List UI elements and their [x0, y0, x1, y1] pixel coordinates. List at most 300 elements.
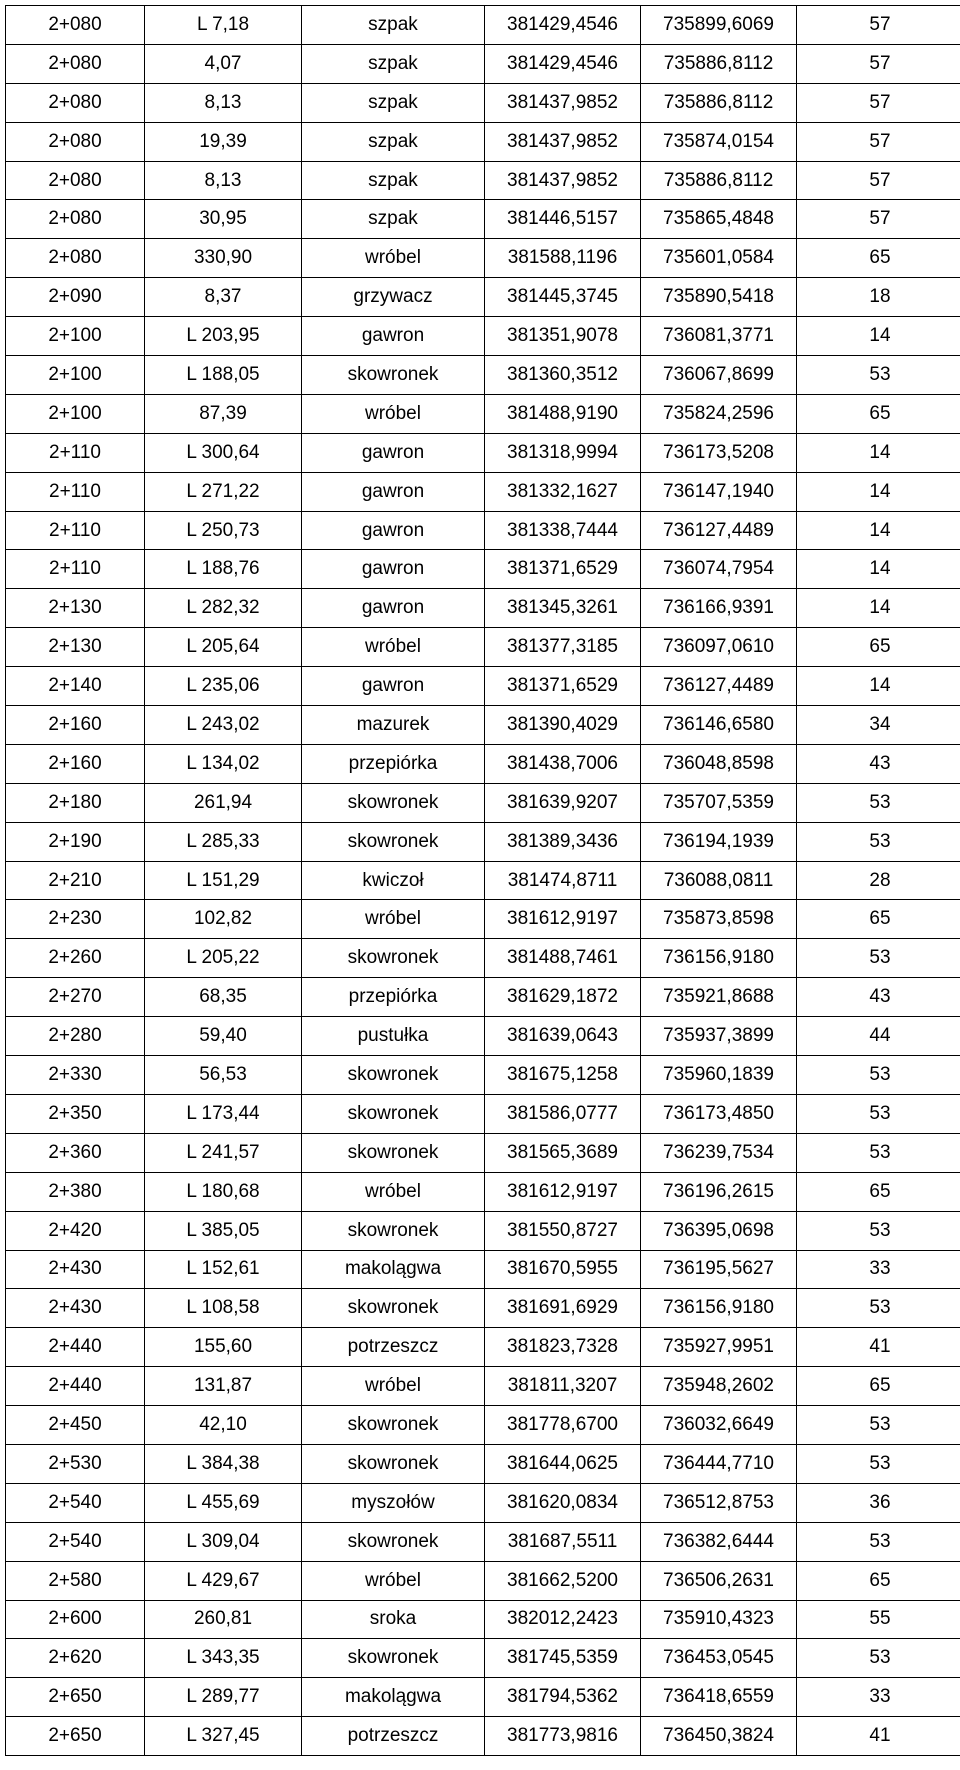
code-cell: 44 [797, 1017, 960, 1056]
coord-x-cell: 381612,9197 [485, 1172, 641, 1211]
species-cell: kwiczoł [302, 861, 485, 900]
table-row [6, 1406, 960, 1445]
table-row [6, 1483, 960, 1522]
chainage-cell: 2+580 [6, 1561, 145, 1600]
table-row [6, 978, 960, 1017]
coord-y-cell: 735865,4848 [641, 200, 797, 239]
offset-cell: 56,53 [145, 1056, 302, 1095]
coord-y-cell: 736194,1939 [641, 822, 797, 861]
coord-x-cell: 381429,4546 [485, 6, 641, 45]
chainage-cell: 2+090 [6, 278, 145, 317]
offset-cell: L 188,05 [145, 356, 302, 395]
chainage-cell: 2+080 [6, 200, 145, 239]
code-cell: 53 [797, 356, 960, 395]
table-row [6, 822, 960, 861]
offset-cell: L 205,64 [145, 628, 302, 667]
coord-y-cell: 736097,0610 [641, 628, 797, 667]
coord-x-cell: 381437,9852 [485, 122, 641, 161]
offset-cell: L 205,22 [145, 939, 302, 978]
code-cell: 53 [797, 1211, 960, 1250]
coord-y-cell: 735960,1839 [641, 1056, 797, 1095]
species-cell: potrzeszcz [302, 1717, 485, 1756]
species-cell: skowronek [302, 783, 485, 822]
coord-x-cell: 381345,3261 [485, 589, 641, 628]
coord-x-cell: 381332,1627 [485, 472, 641, 511]
coord-x-cell: 381773,9816 [485, 1717, 641, 1756]
species-cell: skowronek [302, 1522, 485, 1561]
coord-x-cell: 381390,4029 [485, 706, 641, 745]
chainage-cell: 2+420 [6, 1211, 145, 1250]
coord-y-cell: 736147,1940 [641, 472, 797, 511]
coord-y-cell: 735707,5359 [641, 783, 797, 822]
chainage-cell: 2+440 [6, 1328, 145, 1367]
coord-x-cell: 381639,0643 [485, 1017, 641, 1056]
chainage-cell: 2+530 [6, 1444, 145, 1483]
offset-cell: 59,40 [145, 1017, 302, 1056]
species-cell: potrzeszcz [302, 1328, 485, 1367]
coord-y-cell: 735874,0154 [641, 122, 797, 161]
table-row [6, 1561, 960, 1600]
species-cell: makolągwa [302, 1250, 485, 1289]
coord-y-cell: 736195,5627 [641, 1250, 797, 1289]
table-row [6, 1444, 960, 1483]
table-row [6, 1056, 960, 1095]
chainage-cell: 2+440 [6, 1367, 145, 1406]
code-cell: 33 [797, 1250, 960, 1289]
species-cell: skowronek [302, 939, 485, 978]
chainage-cell: 2+540 [6, 1522, 145, 1561]
species-cell: skowronek [302, 356, 485, 395]
chainage-cell: 2+110 [6, 433, 145, 472]
chainage-cell: 2+080 [6, 83, 145, 122]
species-cell: gawron [302, 433, 485, 472]
species-cell: gawron [302, 589, 485, 628]
coord-y-cell: 736088,0811 [641, 861, 797, 900]
code-cell: 43 [797, 978, 960, 1017]
coord-x-cell: 381745,5359 [485, 1639, 641, 1678]
chainage-cell: 2+430 [6, 1250, 145, 1289]
code-cell: 65 [797, 1172, 960, 1211]
coord-x-cell: 381550,8727 [485, 1211, 641, 1250]
species-cell: wróbel [302, 1561, 485, 1600]
species-cell: skowronek [302, 1289, 485, 1328]
code-cell: 53 [797, 1094, 960, 1133]
table-row [6, 1522, 960, 1561]
offset-cell: L 429,67 [145, 1561, 302, 1600]
coord-y-cell: 736127,4489 [641, 511, 797, 550]
coord-y-cell: 735927,9951 [641, 1328, 797, 1367]
coord-x-cell: 381691,6929 [485, 1289, 641, 1328]
offset-cell: L 152,61 [145, 1250, 302, 1289]
table-row [6, 83, 960, 122]
chainage-cell: 2+350 [6, 1094, 145, 1133]
species-cell: szpak [302, 122, 485, 161]
chainage-cell: 2+210 [6, 861, 145, 900]
code-cell: 57 [797, 44, 960, 83]
coord-y-cell: 736127,4489 [641, 667, 797, 706]
table-row [6, 900, 960, 939]
offset-cell: 330,90 [145, 239, 302, 278]
coord-x-cell: 381429,4546 [485, 44, 641, 83]
coord-y-cell: 736196,2615 [641, 1172, 797, 1211]
table-row [6, 278, 960, 317]
table-row [6, 783, 960, 822]
offset-cell: L 282,32 [145, 589, 302, 628]
coord-x-cell: 381811,3207 [485, 1367, 641, 1406]
species-cell: wróbel [302, 628, 485, 667]
table-row [6, 628, 960, 667]
species-cell: skowronek [302, 1094, 485, 1133]
coord-x-cell: 381778,6700 [485, 1406, 641, 1445]
code-cell: 65 [797, 394, 960, 433]
code-cell: 34 [797, 706, 960, 745]
chainage-cell: 2+160 [6, 706, 145, 745]
table-row [6, 511, 960, 550]
offset-cell: 155,60 [145, 1328, 302, 1367]
species-cell: skowronek [302, 1406, 485, 1445]
code-cell: 65 [797, 628, 960, 667]
code-cell: 28 [797, 861, 960, 900]
coord-x-cell: 381670,5955 [485, 1250, 641, 1289]
table-row [6, 1600, 960, 1639]
table-row [6, 1017, 960, 1056]
coord-y-cell: 736032,6649 [641, 1406, 797, 1445]
table-row [6, 1211, 960, 1250]
coord-x-cell: 381351,9078 [485, 317, 641, 356]
coord-x-cell: 381338,7444 [485, 511, 641, 550]
species-cell: gawron [302, 317, 485, 356]
coord-x-cell: 381371,6529 [485, 667, 641, 706]
coord-x-cell: 381488,9190 [485, 394, 641, 433]
coord-y-cell: 736382,6444 [641, 1522, 797, 1561]
offset-cell: L 173,44 [145, 1094, 302, 1133]
code-cell: 55 [797, 1600, 960, 1639]
coord-y-cell: 736512,8753 [641, 1483, 797, 1522]
code-cell: 53 [797, 1133, 960, 1172]
offset-cell: L 188,76 [145, 550, 302, 589]
offset-cell: 30,95 [145, 200, 302, 239]
chainage-cell: 2+330 [6, 1056, 145, 1095]
offset-cell: L 243,02 [145, 706, 302, 745]
coord-y-cell: 735948,2602 [641, 1367, 797, 1406]
species-cell: myszołów [302, 1483, 485, 1522]
code-cell: 41 [797, 1717, 960, 1756]
chainage-cell: 2+110 [6, 511, 145, 550]
chainage-cell: 2+230 [6, 900, 145, 939]
coord-x-cell: 381446,5157 [485, 200, 641, 239]
table-row [6, 744, 960, 783]
table-row [6, 1172, 960, 1211]
offset-cell: L 309,04 [145, 1522, 302, 1561]
table-row [6, 706, 960, 745]
coord-x-cell: 381437,9852 [485, 83, 641, 122]
coord-x-cell: 381639,9207 [485, 783, 641, 822]
coord-x-cell: 381360,3512 [485, 356, 641, 395]
chainage-cell: 2+360 [6, 1133, 145, 1172]
code-cell: 53 [797, 1639, 960, 1678]
chainage-cell: 2+100 [6, 394, 145, 433]
offset-cell: 260,81 [145, 1600, 302, 1639]
offset-cell: 19,39 [145, 122, 302, 161]
species-cell: szpak [302, 200, 485, 239]
chainage-cell: 2+380 [6, 1172, 145, 1211]
offset-cell: L 455,69 [145, 1483, 302, 1522]
offset-cell: 102,82 [145, 900, 302, 939]
code-cell: 53 [797, 1406, 960, 1445]
offset-cell: L 180,68 [145, 1172, 302, 1211]
offset-cell: L 343,35 [145, 1639, 302, 1678]
chainage-cell: 2+270 [6, 978, 145, 1017]
chainage-cell: 2+100 [6, 317, 145, 356]
offset-cell: L 241,57 [145, 1133, 302, 1172]
chainage-cell: 2+160 [6, 744, 145, 783]
coord-y-cell: 736395,0698 [641, 1211, 797, 1250]
code-cell: 65 [797, 1561, 960, 1600]
coord-x-cell: 381794,5362 [485, 1678, 641, 1717]
coord-x-cell: 381437,9852 [485, 161, 641, 200]
coord-x-cell: 381644,0625 [485, 1444, 641, 1483]
offset-cell: L 327,45 [145, 1717, 302, 1756]
offset-cell: 68,35 [145, 978, 302, 1017]
table-row [6, 472, 960, 511]
species-cell: wróbel [302, 900, 485, 939]
code-cell: 53 [797, 1056, 960, 1095]
coord-x-cell: 381438,7006 [485, 744, 641, 783]
coord-x-cell: 381488,7461 [485, 939, 641, 978]
code-cell: 53 [797, 822, 960, 861]
chainage-cell: 2+110 [6, 472, 145, 511]
coord-x-cell: 381565,3689 [485, 1133, 641, 1172]
coord-y-cell: 736146,6580 [641, 706, 797, 745]
bird-observation-table [5, 5, 960, 1756]
code-cell: 36 [797, 1483, 960, 1522]
table-row [6, 317, 960, 356]
code-cell: 33 [797, 1678, 960, 1717]
species-cell: wróbel [302, 239, 485, 278]
species-cell: skowronek [302, 1133, 485, 1172]
table-row [6, 1639, 960, 1678]
species-cell: grzywacz [302, 278, 485, 317]
table-row [6, 394, 960, 433]
coord-y-cell: 735886,8112 [641, 161, 797, 200]
chainage-cell: 2+430 [6, 1289, 145, 1328]
table-row [6, 356, 960, 395]
coord-y-cell: 735937,3899 [641, 1017, 797, 1056]
coord-y-cell: 736453,0545 [641, 1639, 797, 1678]
coord-y-cell: 736444,7710 [641, 1444, 797, 1483]
offset-cell: L 7,18 [145, 6, 302, 45]
species-cell: szpak [302, 83, 485, 122]
code-cell: 53 [797, 1289, 960, 1328]
data-table-container [5, 5, 957, 1756]
table-row [6, 1328, 960, 1367]
coord-y-cell: 735873,8598 [641, 900, 797, 939]
table-row [6, 161, 960, 200]
table-row [6, 122, 960, 161]
code-cell: 53 [797, 1444, 960, 1483]
coord-x-cell: 381662,5200 [485, 1561, 641, 1600]
code-cell: 57 [797, 161, 960, 200]
species-cell: mazurek [302, 706, 485, 745]
offset-cell: 8,37 [145, 278, 302, 317]
coord-x-cell: 381629,1872 [485, 978, 641, 1017]
coord-x-cell: 381318,9994 [485, 433, 641, 472]
code-cell: 65 [797, 1367, 960, 1406]
table-row [6, 939, 960, 978]
species-cell: skowronek [302, 1056, 485, 1095]
table-row [6, 861, 960, 900]
chainage-cell: 2+140 [6, 667, 145, 706]
chainage-cell: 2+280 [6, 1017, 145, 1056]
coord-y-cell: 736156,9180 [641, 939, 797, 978]
coord-x-cell: 381675,1258 [485, 1056, 641, 1095]
coord-y-cell: 736081,3771 [641, 317, 797, 356]
offset-cell: 261,94 [145, 783, 302, 822]
code-cell: 57 [797, 83, 960, 122]
coord-y-cell: 735886,8112 [641, 44, 797, 83]
code-cell: 65 [797, 900, 960, 939]
species-cell: gawron [302, 550, 485, 589]
chainage-cell: 2+260 [6, 939, 145, 978]
table-row [6, 44, 960, 83]
coord-x-cell: 381474,8711 [485, 861, 641, 900]
chainage-cell: 2+080 [6, 44, 145, 83]
chainage-cell: 2+540 [6, 1483, 145, 1522]
table-row [6, 1289, 960, 1328]
table-row [6, 1717, 960, 1756]
coord-x-cell: 381389,3436 [485, 822, 641, 861]
coord-y-cell: 735921,8688 [641, 978, 797, 1017]
species-cell: szpak [302, 44, 485, 83]
coord-y-cell: 736173,4850 [641, 1094, 797, 1133]
code-cell: 41 [797, 1328, 960, 1367]
chainage-cell: 2+650 [6, 1678, 145, 1717]
species-cell: skowronek [302, 822, 485, 861]
code-cell: 57 [797, 6, 960, 45]
species-cell: skowronek [302, 1211, 485, 1250]
coord-x-cell: 381586,0777 [485, 1094, 641, 1133]
offset-cell: L 300,64 [145, 433, 302, 472]
code-cell: 14 [797, 317, 960, 356]
table-row [6, 433, 960, 472]
coord-y-cell: 736074,7954 [641, 550, 797, 589]
chainage-cell: 2+080 [6, 122, 145, 161]
chainage-cell: 2+190 [6, 822, 145, 861]
chainage-cell: 2+600 [6, 1600, 145, 1639]
species-cell: sroka [302, 1600, 485, 1639]
chainage-cell: 2+110 [6, 550, 145, 589]
coord-y-cell: 735601,0584 [641, 239, 797, 278]
chainage-cell: 2+620 [6, 1639, 145, 1678]
code-cell: 53 [797, 1522, 960, 1561]
offset-cell: 8,13 [145, 161, 302, 200]
coord-y-cell: 736166,9391 [641, 589, 797, 628]
offset-cell: L 289,77 [145, 1678, 302, 1717]
chainage-cell: 2+080 [6, 239, 145, 278]
table-row [6, 1133, 960, 1172]
coord-y-cell: 736239,7534 [641, 1133, 797, 1172]
chainage-cell: 2+180 [6, 783, 145, 822]
species-cell: szpak [302, 6, 485, 45]
offset-cell: L 108,58 [145, 1289, 302, 1328]
offset-cell: 4,07 [145, 44, 302, 83]
offset-cell: L 384,38 [145, 1444, 302, 1483]
table-row [6, 1250, 960, 1289]
coord-x-cell: 381445,3745 [485, 278, 641, 317]
code-cell: 14 [797, 472, 960, 511]
offset-cell: 8,13 [145, 83, 302, 122]
species-cell: gawron [302, 667, 485, 706]
species-cell: wróbel [302, 394, 485, 433]
offset-cell: L 285,33 [145, 822, 302, 861]
code-cell: 14 [797, 550, 960, 589]
code-cell: 14 [797, 511, 960, 550]
code-cell: 18 [797, 278, 960, 317]
coord-y-cell: 736173,5208 [641, 433, 797, 472]
code-cell: 57 [797, 122, 960, 161]
coord-y-cell: 735824,2596 [641, 394, 797, 433]
offset-cell: L 151,29 [145, 861, 302, 900]
table-row [6, 589, 960, 628]
coord-y-cell: 735886,8112 [641, 83, 797, 122]
coord-y-cell: 736450,3824 [641, 1717, 797, 1756]
table-row [6, 1678, 960, 1717]
chainage-cell: 2+080 [6, 161, 145, 200]
coord-x-cell: 381588,1196 [485, 239, 641, 278]
table-body [6, 6, 960, 1756]
species-cell: pustułka [302, 1017, 485, 1056]
species-cell: przepiórka [302, 978, 485, 1017]
coord-y-cell: 736418,6559 [641, 1678, 797, 1717]
coord-y-cell: 735899,6069 [641, 6, 797, 45]
code-cell: 65 [797, 239, 960, 278]
species-cell: przepiórka [302, 744, 485, 783]
code-cell: 14 [797, 667, 960, 706]
offset-cell: 42,10 [145, 1406, 302, 1445]
chainage-cell: 2+650 [6, 1717, 145, 1756]
coord-x-cell: 381612,9197 [485, 900, 641, 939]
code-cell: 14 [797, 433, 960, 472]
table-row [6, 1367, 960, 1406]
chainage-cell: 2+130 [6, 628, 145, 667]
chainage-cell: 2+450 [6, 1406, 145, 1445]
species-cell: wróbel [302, 1172, 485, 1211]
code-cell: 14 [797, 589, 960, 628]
coord-y-cell: 736067,8699 [641, 356, 797, 395]
offset-cell: L 134,02 [145, 744, 302, 783]
species-cell: makolągwa [302, 1678, 485, 1717]
coord-x-cell: 381620,0834 [485, 1483, 641, 1522]
offset-cell: 131,87 [145, 1367, 302, 1406]
species-cell: szpak [302, 161, 485, 200]
species-cell: wróbel [302, 1367, 485, 1406]
offset-cell: L 235,06 [145, 667, 302, 706]
coord-y-cell: 736048,8598 [641, 744, 797, 783]
code-cell: 57 [797, 200, 960, 239]
table-row [6, 239, 960, 278]
offset-cell: L 385,05 [145, 1211, 302, 1250]
code-cell: 43 [797, 744, 960, 783]
offset-cell: L 250,73 [145, 511, 302, 550]
table-row [6, 200, 960, 239]
table-row [6, 550, 960, 589]
coord-x-cell: 382012,2423 [485, 1600, 641, 1639]
coord-x-cell: 381377,3185 [485, 628, 641, 667]
offset-cell: L 203,95 [145, 317, 302, 356]
chainage-cell: 2+100 [6, 356, 145, 395]
species-cell: skowronek [302, 1444, 485, 1483]
chainage-cell: 2+080 [6, 6, 145, 45]
